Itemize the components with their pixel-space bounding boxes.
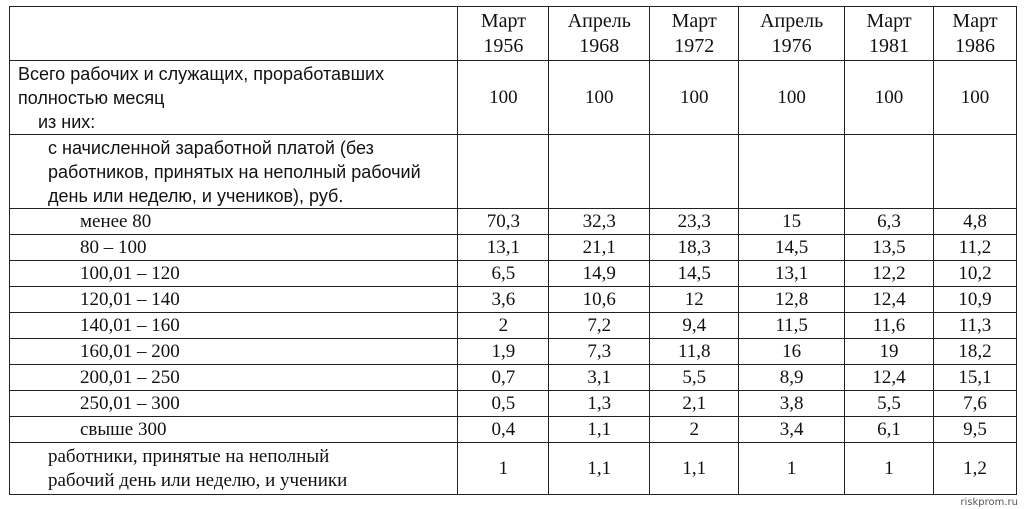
table-cell: 1	[739, 443, 845, 495]
table-cell: 14,5	[739, 235, 845, 261]
table-cell: 8,9	[739, 365, 845, 391]
empty-cell	[458, 135, 549, 209]
table-cell: 3,1	[549, 365, 650, 391]
table-cell: 14,9	[549, 261, 650, 287]
table-row	[10, 287, 1017, 313]
table-cell: 2	[458, 313, 549, 339]
parttime-row-label: работники, принятые на неполный рабочий день или неделю, и ученики	[10, 443, 458, 495]
table-cell: 12	[650, 287, 739, 313]
table-cell: 1,3	[549, 391, 650, 417]
empty-cell	[845, 135, 934, 209]
table-cell: 12,4	[845, 365, 934, 391]
table-cell: 0,4	[458, 417, 549, 443]
table-cell: 19	[845, 339, 934, 365]
empty-cell	[650, 135, 739, 209]
table-cell: 11,2	[934, 235, 1017, 261]
table-cell: 100	[549, 61, 650, 135]
table-row	[10, 391, 1017, 417]
table-cell: 0,7	[458, 365, 549, 391]
table-row	[10, 209, 1017, 235]
table-cell: 6,1	[845, 417, 934, 443]
row-label: 80 – 100	[10, 235, 458, 261]
empty-cell	[739, 135, 845, 209]
table-row	[10, 339, 1017, 365]
table-cell: 32,3	[549, 209, 650, 235]
table-cell: 9,4	[650, 313, 739, 339]
table-row	[10, 365, 1017, 391]
table-cell: 14,5	[650, 261, 739, 287]
table-cell: 7,2	[549, 313, 650, 339]
column-header: Март 1972	[650, 7, 739, 61]
table-row	[10, 261, 1017, 287]
table-cell: 16	[739, 339, 845, 365]
table-cell: 1,1	[549, 443, 650, 495]
table-cell: 100	[650, 61, 739, 135]
wage-distribution-table	[9, 6, 1017, 495]
table-cell: 11,6	[845, 313, 934, 339]
table-cell: 11,8	[650, 339, 739, 365]
table-cell: 12,4	[845, 287, 934, 313]
row-label: менее 80	[10, 209, 458, 235]
table-cell: 2	[650, 417, 739, 443]
table-cell: 70,3	[458, 209, 549, 235]
table-cell: 13,1	[458, 235, 549, 261]
row-label: 250,01 – 300	[10, 391, 458, 417]
table-cell: 1,1	[650, 443, 739, 495]
column-header: Апрель 1968	[549, 7, 650, 61]
table-cell: 13,5	[845, 235, 934, 261]
table-cell: 11,3	[934, 313, 1017, 339]
column-header: Март 1981	[845, 7, 934, 61]
table-cell: 3,6	[458, 287, 549, 313]
table-cell: 18,3	[650, 235, 739, 261]
table-cell: 1	[845, 443, 934, 495]
table-row	[10, 313, 1017, 339]
group-label: с начисленной заработной платой (без работников, принятых на неполный рабочий день или неделю, и учеников), руб.	[10, 135, 458, 209]
table-cell: 11,5	[739, 313, 845, 339]
header-corner-cell	[10, 7, 458, 61]
table-cell: 13,1	[739, 261, 845, 287]
table-row	[10, 235, 1017, 261]
row-label: 200,01 – 250	[10, 365, 458, 391]
table-row	[10, 417, 1017, 443]
table-cell: 2,1	[650, 391, 739, 417]
group-header-row	[10, 135, 1017, 209]
table-cell: 15	[739, 209, 845, 235]
table-cell: 1,1	[549, 417, 650, 443]
table-cell: 18,2	[934, 339, 1017, 365]
column-header: Апрель 1976	[739, 7, 845, 61]
row-label: 160,01 – 200	[10, 339, 458, 365]
table-cell: 12,2	[845, 261, 934, 287]
table-cell: 6,3	[845, 209, 934, 235]
table-cell: 5,5	[845, 391, 934, 417]
row-label: свыше 300	[10, 417, 458, 443]
table-cell: 10,2	[934, 261, 1017, 287]
table-cell: 4,8	[934, 209, 1017, 235]
watermark-text: riskprom.ru	[960, 497, 1018, 508]
table-cell: 7,3	[549, 339, 650, 365]
row-label: 140,01 – 160	[10, 313, 458, 339]
header-row	[10, 7, 1017, 61]
table-cell: 15,1	[934, 365, 1017, 391]
table-cell: 1,9	[458, 339, 549, 365]
empty-cell	[934, 135, 1017, 209]
table-cell: 100	[934, 61, 1017, 135]
table-cell: 100	[845, 61, 934, 135]
empty-cell	[549, 135, 650, 209]
table-cell: 21,1	[549, 235, 650, 261]
column-header: Март 1986	[934, 7, 1017, 61]
total-row	[10, 61, 1017, 135]
table-cell: 0,5	[458, 391, 549, 417]
row-label: 120,01 – 140	[10, 287, 458, 313]
table-cell: 1	[458, 443, 549, 495]
table-cell: 3,4	[739, 417, 845, 443]
table-cell: 5,5	[650, 365, 739, 391]
table-cell: 6,5	[458, 261, 549, 287]
table-cell: 12,8	[739, 287, 845, 313]
column-header: Март 1956	[458, 7, 549, 61]
total-row-label: Всего рабочих и служащих, проработавших полностью месяц из них:	[10, 61, 458, 135]
table-cell: 100	[458, 61, 549, 135]
parttime-row	[10, 443, 1017, 495]
table-cell: 7,6	[934, 391, 1017, 417]
table-cell: 9,5	[934, 417, 1017, 443]
table-cell: 10,6	[549, 287, 650, 313]
table-cell: 23,3	[650, 209, 739, 235]
table-cell: 10,9	[934, 287, 1017, 313]
table-cell: 100	[739, 61, 845, 135]
table-cell: 3,8	[739, 391, 845, 417]
table-cell: 1,2	[934, 443, 1017, 495]
row-label: 100,01 – 120	[10, 261, 458, 287]
